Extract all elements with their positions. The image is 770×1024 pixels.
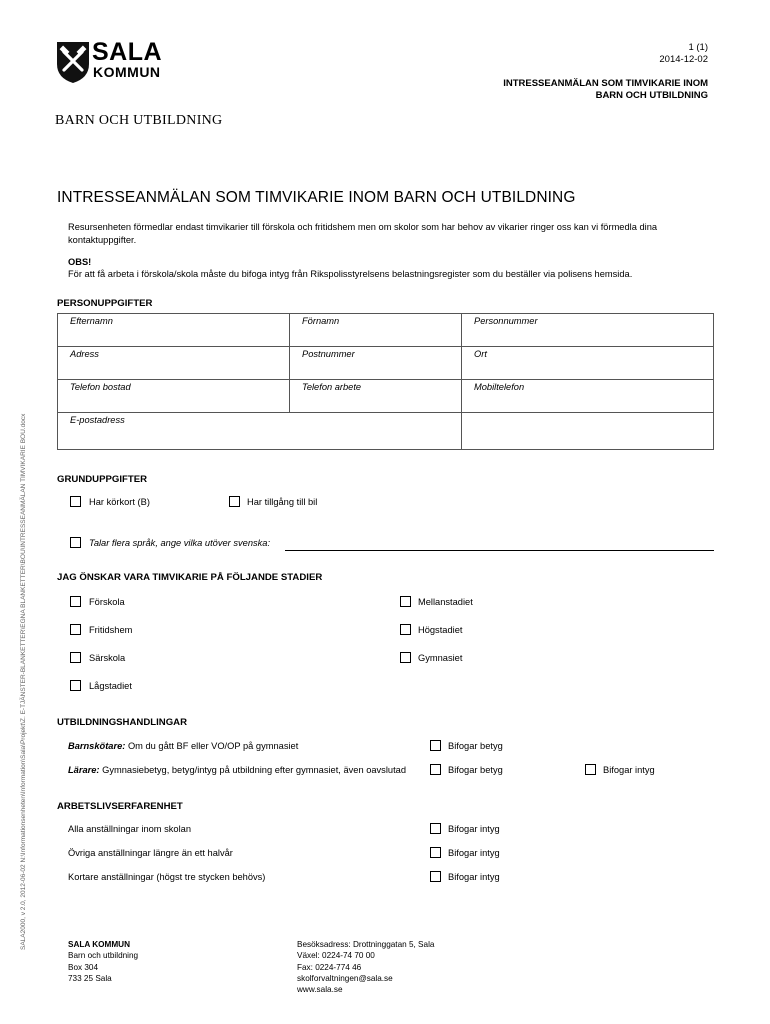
label-preschool: Förskola <box>89 597 125 607</box>
checkbox-attach-grades-childcare[interactable] <box>430 740 441 751</box>
footer-box: Box 304 <box>68 962 99 972</box>
logo-wordmark: SALA <box>92 38 163 66</box>
teacher-desc: Gymnasiebetyg, betyg/intyg på utbildning efter gymnasiet, även oavslutad <box>99 765 406 775</box>
section-heading-basic: GRUNDUPPGIFTER <box>57 474 148 485</box>
footer-org-name: SALA KOMMUN <box>68 940 131 949</box>
document-date: 2014-12-02 <box>659 54 708 65</box>
checkbox-upper-secondary[interactable] <box>400 652 411 663</box>
footer-postal: 733 25 Sala <box>68 973 112 983</box>
label-attach-other-employment: Bifogar intyg <box>448 848 500 858</box>
checkbox-languages[interactable] <box>70 537 81 548</box>
footer-switchboard: Växel: 0224-74 70 00 <box>297 951 375 961</box>
field-work-phone[interactable]: Telefon arbete <box>290 380 462 413</box>
teacher-title: Lärare: <box>68 765 100 775</box>
footer-fax: Fax: 0224-774 46 <box>297 962 362 972</box>
checkbox-attach-certificate-teacher[interactable] <box>585 764 596 775</box>
checkbox-drivers-license[interactable] <box>70 496 81 507</box>
crossed-hammers-shield-icon <box>55 40 91 84</box>
checkbox-attach-other-employment[interactable] <box>430 847 441 858</box>
checkbox-attach-school-employment[interactable] <box>430 823 441 834</box>
label-languages: Talar flera språk, ange vilka utöver svenska: <box>89 538 271 548</box>
label-attach-short-employment: Bifogar intyg <box>448 872 500 882</box>
section-heading-stages: JAG ÖNSKAR VARA TIMVIKARIE PÅ FÖLJANDE STADIER <box>57 572 323 583</box>
checkbox-after-school[interactable] <box>70 624 81 635</box>
label-high-school: Högstadiet <box>418 625 463 635</box>
checkbox-attach-short-employment[interactable] <box>430 871 441 882</box>
label-special-school: Särskola <box>89 653 126 663</box>
label-childcare-worker <box>68 741 298 751</box>
obs-label: OBS! <box>68 257 92 267</box>
footer-visit-address: Besöksadress: Drottninggatan 5, Sala <box>297 940 435 949</box>
footer-contact <box>297 939 434 995</box>
obs-text: För att få arbeta i förskola/skola måste du bifoga intyg från Rikspolisstyrelsens belastningsregister som du beställer via polisens hemsida. <box>68 269 633 279</box>
footer-website[interactable]: www.sala.se <box>297 985 343 995</box>
field-city[interactable]: Ort <box>462 347 714 380</box>
label-after-school: Fritidshem <box>89 625 133 635</box>
languages-input-line[interactable] <box>285 550 714 551</box>
personal-info-table <box>57 313 714 450</box>
checkbox-attach-grades-teacher[interactable] <box>430 764 441 775</box>
label-lower-school: Lågstadiet <box>89 681 132 691</box>
logo-subtitle: KOMMUN <box>93 64 161 80</box>
checkbox-high-school[interactable] <box>400 624 411 635</box>
field-surname[interactable]: Efternamn <box>58 314 290 347</box>
checkbox-car-access[interactable] <box>229 496 240 507</box>
label-middle-school: Mellanstadiet <box>418 597 473 607</box>
checkbox-middle-school[interactable] <box>400 596 411 607</box>
label-car-access: Har tillgång till bil <box>247 497 318 507</box>
section-heading-personal: PERSONUPPGIFTER <box>57 298 153 309</box>
field-mobile-phone[interactable]: Mobiltelefon <box>462 380 714 413</box>
checkbox-lower-school[interactable] <box>70 680 81 691</box>
label-attach-grades-teacher: Bifogar betyg <box>448 765 503 775</box>
label-attach-certificate-teacher: Bifogar intyg <box>603 765 655 775</box>
field-email[interactable]: E-postadress <box>58 413 462 450</box>
field-address[interactable]: Adress <box>58 347 290 380</box>
field-personal-number[interactable]: Personnummer <box>462 314 714 347</box>
childcare-worker-title: Barnskötare: <box>68 741 126 751</box>
label-school-employment: Alla anställningar inom skolan <box>68 824 191 834</box>
label-short-employment: Kortare anställningar (högst tre stycken behövs) <box>68 872 266 882</box>
footer-department: Barn och utbildning <box>68 951 139 961</box>
checkbox-special-school[interactable] <box>70 652 81 663</box>
intro-text: Resursenheten förmedlar endast timvikarier till förskola och fritidshem men om skolor som har behov av vikarier ringer oss kan vi förmedla dina kontaktuppgifter. <box>68 222 658 245</box>
label-other-employment: Övriga anställningar längre än ett halvår <box>68 848 233 858</box>
field-postal-code[interactable]: Postnummer <box>290 347 462 380</box>
section-heading-experience: ARBETSLIVSERFARENHET <box>57 801 183 812</box>
label-drivers-license: Har körkort (B) <box>89 497 150 507</box>
header-doc-title-line2: BARN OCH UTBILDNING <box>595 90 708 101</box>
label-teacher <box>68 765 406 775</box>
label-attach-grades-childcare: Bifogar betyg <box>448 741 503 751</box>
field-empty[interactable] <box>462 413 714 450</box>
field-first-name[interactable]: Förnamn <box>290 314 462 347</box>
footer-address <box>68 939 138 984</box>
page-number: 1 (1) <box>688 42 708 53</box>
checkbox-preschool[interactable] <box>70 596 81 607</box>
label-attach-school-employment: Bifogar intyg <box>448 824 500 834</box>
department-name: BARN OCH UTBILDNING <box>55 113 223 128</box>
label-upper-secondary: Gymnasiet <box>418 653 463 663</box>
header-doc-title-line1: INTRESSEANMÄLAN SOM TIMVIKARIE INOM <box>503 78 708 89</box>
childcare-worker-desc: Om du gått BF eller VO/OP på gymnasiet <box>125 741 299 751</box>
section-heading-education: UTBILDNINGSHANDLINGAR <box>57 717 188 728</box>
form-title: INTRESSEANMÄLAN SOM TIMVIKARIE INOM BARN OCH UTBILDNING <box>57 189 576 206</box>
footer-email[interactable]: skolforvaltningen@sala.se <box>297 973 393 983</box>
field-home-phone[interactable]: Telefon bostad <box>58 380 290 413</box>
file-path-sidebar: SALA2000, v 2.0, 2012-06-02 N:\Informationsenheten\Information\Sala\Projekt\Z. E-TJÄNSTER-BLANKETTER\EGNA BLANKETTER\BOU\INTRESSEANMÄLAN TIMVIKARIE BOU.docx <box>20 413 27 950</box>
